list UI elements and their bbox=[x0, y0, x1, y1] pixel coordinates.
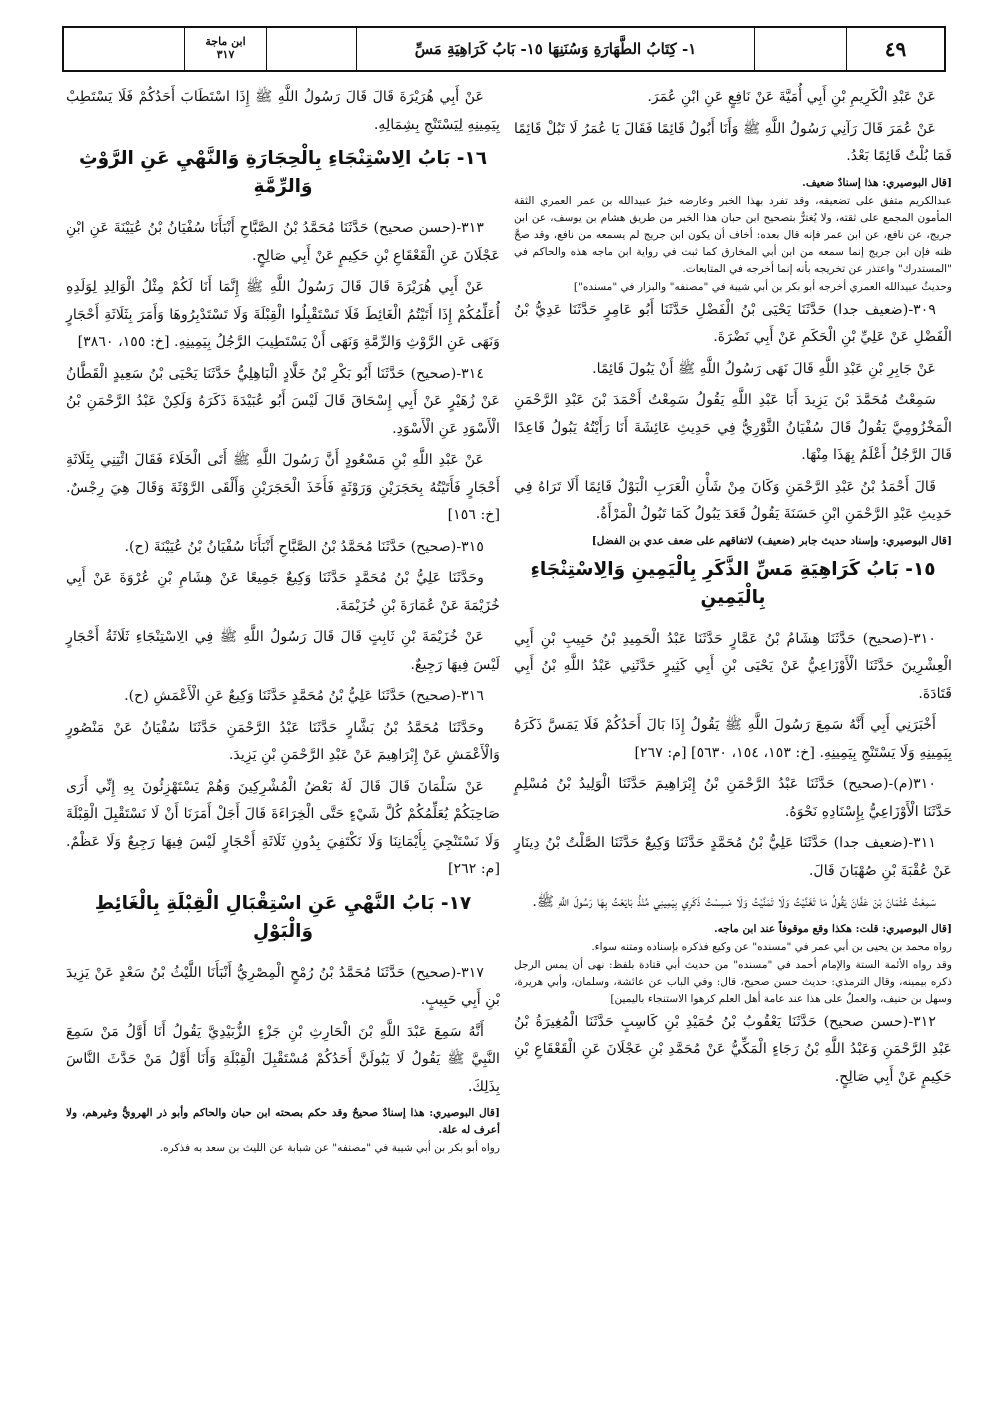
hadith-paragraph: ٣١٥-(صحيح) حَدَّثَنَا مُحَمَّدُ بْنُ الصَّبَّاحِ أَنْبَأَنَا سُفْيَانُ بْنُ عُيَيْنَةَ (ح). bbox=[124, 538, 484, 555]
commentary-note: [قال البوصيري: وإسناد حديث جابر (ضعيف) لاتفاقهم على ضعف عدي بن الفضل] bbox=[591, 534, 952, 547]
commentary-note: وحديثُ عبيدالله العمري أخرجه أبو بكر بن أبي شيبة في "مصنفه" والبزار في "مسنده"] bbox=[573, 280, 952, 293]
chapter-heading: ١٥- بَابُ كَرَاهِيَةِ مَسِّ الذَّكَرِ بِالْيَمِينِ وَالِاسْتِنْجَاءِ بِالْيَمِينِ bbox=[530, 558, 936, 608]
commentary-note: عبدالكريم متفق على تضعيفه، وقد تفرد بهذا الخبر وعارضه خبرُ عبيدالله بن عمر العمري الثقة المأمون المجمع على ثقته، ولا يُغترُّ بتصحيح ابن حبان هذا الخبر من طريق هشام بن يوسف، عن ابن جريج، عن نافع، عن ابن عمر فإنه قال بعده: أخاف أن يكون ابن جريج لم يسمعه من نافع، وقد صحَّ ظنه فإن ابن جريج إنما سمعه من ابن أبي المخارق كما ثبت في رواية ابن ماجه هذه والحاكم في "المستدرك" واعتذر عن تخريجه بأنه إنما أخرجه في المتابعات. bbox=[514, 194, 952, 275]
hadith-paragraph: عَنْ عُمَرَ قَالَ رَآنِي رَسُولُ اللَّهِ ﷺ وَأَنَا أَبُولُ قَائِمًا فَقَالَ يَا عُمَرُ لَا تَبُلْ قَائِمًا فَمَا بُلْتُ قَائِمًا بَعْدُ. bbox=[514, 120, 952, 164]
hadith-paragraph: ٣١٠-(صحيح) حَدَّثَنَا هِشَامُ بْنُ عَمَّارٍ حَدَّثَنَا عَبْدُ الْحَمِيدِ بْنُ حَبِيبِ بْنِ أَبِي الْعِشْرِينَ حَدَّثَنَا الْأَوْزَاعِيُّ عَنْ يَحْيَى بْنِ أَبِي كَثِيرٍ حَدَّثَنِي عَبْدُ اللَّهِ بْنُ أَبِي قَتَادَةَ. bbox=[514, 630, 952, 702]
hadith-paragraph: وحَدَّثَنَا مُحَمَّدُ بْنُ بَشَّارٍ حَدَّثَنَا عَبْدُ الرَّحْمَنِ حَدَّثَنَا سُفْيَانُ عَنْ مَنْصُورٍ وَالْأَعْمَشِ عَنْ إِبْرَاهِيمَ عَنْ عَبْدِ الرَّحْمَنِ بْنِ يَزِيدَ. bbox=[66, 719, 500, 763]
header-cell-empty bbox=[754, 28, 846, 70]
hadith-paragraph: سَمِعْتُ عُثْمَانَ بْنَ عَفَّانَ يَقُولُ مَا تَغَنَّيْتُ وَلَا تَمَنَّيْتُ وَلَا مَسِسْتُ ذَكَرِي بِيَمِينِي مُنْذُ بَايَعْتُ بِهَا رَسُولَ اللَّهِ ﷺ. bbox=[532, 894, 936, 910]
hadith-paragraph: عَنْ جَابِرِ بْنِ عَبْدِ اللَّهِ قَالَ نَهَى رَسُولُ اللَّهِ ﷺ أَنْ يَبُولَ قَائِمًا. bbox=[592, 360, 936, 377]
header-cell-empty bbox=[266, 28, 356, 70]
hadith-paragraph: عَنْ عَبْدِ اللَّهِ بْنِ مَسْعُودٍ أَنَّ رَسُولَ اللَّهِ ﷺ أَتَى الْخَلَاءَ فَقَالَ ائْتِنِي بِثَلَاثَةِ أَحْجَارٍ فَأَتَيْتُهُ بِحَجَرَيْنِ وَرَوْثَةٍ فَأَخَذَ الْحَجَرَيْنِ وَأَلْقَى الرَّوْثَةَ وَقَالَ هِيَ رِجْسٌ. [خ: ١٥٦] bbox=[66, 452, 500, 523]
commentary-note: [قال البوصيري: هذا إسنادٌ ضعيف. bbox=[802, 176, 952, 189]
hadith-paragraph: سَمِعْتُ مُحَمَّدَ بْنَ يَزِيدَ أَبَا عَبْدِ اللَّهِ يَقُولُ سَمِعْتُ أَحْمَدَ بْنَ عَبْدِ الرَّحْمَنِ الْمَخْزُومِيَّ يَقُولُ قَالَ سُفْيَانُ الثَّوْرِيُّ فِي حَدِيثِ عَائِشَةَ أَنَا رَأَيْتُهُ يَبُولُ قَاعِدًا قَالَ الرَّجُلُ أَعْلَمُ بِهَذَا مِنْهَا. bbox=[514, 392, 952, 463]
hadith-reference bbox=[184, 28, 266, 70]
hadith-paragraph: ٣١٧-(صحيح) حَدَّثَنَا مُحَمَّدُ بْنُ رُمْحٍ الْمِصْرِيُّ أَنْبَأَنَا اللَّيْثُ بْنُ سَعْدٍ عَنْ يَزِيدَ بْنِ أَبِي حَبِيبٍ. bbox=[66, 964, 500, 1008]
hadith-paragraph: ٣١١-(ضعيف جدا) حَدَّثَنَا عَلِيُّ بْنُ مُحَمَّدٍ حَدَّثَنَا وَكِيعٌ حَدَّثَنَا الصَّلْتُ بْنُ دِينَارٍ عَنْ عُقْبَةَ بْنِ صُهْبَانَ قَالَ. bbox=[514, 835, 952, 879]
hadith-paragraph: أَخْبَرَنِي أَبِي أَنَّهُ سَمِعَ رَسُولَ اللَّهِ ﷺ يَقُولُ إِذَا بَالَ أَحَدُكُمْ فَلَا يَمَسَّ ذَكَرَهُ بِيَمِينِهِ وَلَا يَسْتَنْجِ بِيَمِينِهِ. [خ: ١٥٣، ١٥٤، ٥٦٣٠] [م: ٢٦٧] bbox=[514, 717, 952, 761]
reference-number: ٣١٧ bbox=[216, 48, 235, 61]
running-title: ١- كِتَابُ الطَّهَارَةِ وَسُنَنِهَا ١٥- بَابُ كَرَاهِيَةِ مَسِّ bbox=[356, 28, 754, 70]
hadith-paragraph: قَالَ أَحْمَدُ بْنُ عَبْدِ الرَّحْمَنِ وَكَانَ مِنْ شَأْنِ الْعَرَبِ الْبَوْلُ قَائِمًا أَلَا تَرَاهُ فِي حَدِيثِ عَبْدِ الرَّحْمَنِ ابْنِ حَسَنَةَ يَقُولُ قَعَدَ يَبُولُ كَمَا تَبُولُ الْمَرْأَةُ. bbox=[514, 478, 952, 522]
hadith-paragraph: أَنَّهُ سَمِعَ عَبْدَ اللَّهِ بْنَ الْحَارِثِ بْنِ جَزْءٍ الزُّبَيْدِيَّ يَقُولُ أَنَا أَوَّلُ مَنْ سَمِعَ النَّبِيَّ ﷺ يَقُولُ لَا يَبُولَنَّ أَحَدُكُمْ مُسْتَقْبِلَ الْقِبْلَةِ وَأَنَا أَوَّلُ مَنْ حَدَّثَ النَّاسَ بِذَلِكَ. bbox=[66, 1023, 500, 1095]
hadith-paragraph: ٣١٤-(صحيح) حَدَّثَنَا أَبُو بَكْرِ بْنُ خَلَّادٍ الْبَاهِلِيُّ حَدَّثَنَا يَحْيَى بْنُ سَعِيدٍ الْقَطَّانُ عَنْ زُهَيْرٍ عَنْ أَبِي إِسْحَاقَ قَالَ لَيْسَ أَبُو عُبَيْدَةَ ذَكَرَهُ وَلَكِنْ عَبْدُ الرَّحْمَنِ بْنُ الْأَسْوَدِ عَنِ الْأَسْوَدِ. bbox=[66, 365, 500, 437]
page-number: ٤٩ bbox=[846, 28, 944, 70]
hadith-paragraph: عَنْ سَلْمَانَ قَالَ قَالَ لَهُ بَعْضُ الْمُشْرِكِينَ وَهُمْ يَسْتَهْزِئُونَ بِهِ إِنِّي أَرَى صَاحِبَكُمْ يُعَلِّمُكُمْ كُلَّ شَيْءٍ حَتَّى الْخِرَاءَةَ قَالَ أَجَلْ أَمَرَنَا أَنْ لَا نَسْتَقْبِلَ الْقِبْلَةَ وَلَا نَسْتَنْجِيَ بِأَيْمَانِنَا وَلَا نَكْتَفِيَ بِدُونِ ثَلَاثَةِ أَحْجَارٍ لَيْسَ فِيهَا رَجِيعٌ وَلَا عَظْمٌ. [م: ٢٦٢] bbox=[66, 778, 500, 877]
hadith-paragraph: ٣١٠(م)-(صحيح) حَدَّثَنَا عَبْدُ الرَّحْمَنِ بْنُ إِبْرَاهِيمَ حَدَّثَنَا الْوَلِيدُ بْنُ مُسْلِمٍ حَدَّثَنَا الْأَوْزَاعِيُّ بِإِسْنَادِهِ نَحْوَهُ. bbox=[514, 776, 952, 820]
hadith-paragraph: ٣٠٩-(ضعيف جدا) حَدَّثَنَا يَحْيَى بْنُ الْفَضْلِ حَدَّثَنَا أَبُو عَامِرٍ حَدَّثَنَا عَدِيُّ بْنُ الْفَضْلِ عَنْ عَلِيِّ بْنِ الْحَكَمِ عَنْ أَبِي نَضْرَةَ. bbox=[514, 301, 952, 345]
right-column bbox=[514, 84, 952, 1095]
chapter-heading: ١٧- بَابُ النَّهْيِ عَنِ اسْتِقْبَالِ الْقِبْلَةِ بِالْغَائِطِ وَالْبَوْلِ bbox=[94, 892, 472, 942]
commentary-note: وقد رواه الأئمة الستة والإمام أحمد في "مسنده" من حديث أبي قتادة بلفظ: نهى أن يمس الرجل ذكره بيمينه، وقال الترمذي: حديث حسن صحيح، قال: وفي الباب عن عائشة، وسلمان، وأبي هريرة، وسهل بن حنيف، والعملُ على هذا عند عامة أهل العلم كرهوا الاستنجاء باليمين] bbox=[514, 958, 952, 1005]
commentary-note: [قال البوصيري: قلت: هكذا وقع موقوفاً عند ابن ماجه. bbox=[713, 922, 952, 935]
left-column bbox=[66, 84, 500, 1158]
header-cell-empty bbox=[64, 28, 184, 70]
commentary-note: رواه أبو بكر بن أبي شيبة في "مصنفه" عن شبابة عن الليث بن سعد به فذكره. bbox=[159, 1142, 500, 1154]
commentary-note: [قال البوصيري: هذا إسنادٌ صحيحٌ وقد حكم بصحته ابن حبان والحاكم وأبو ذر الهرويُّ وغيرهم، ولا أعرف له علة. bbox=[66, 1107, 500, 1136]
hadith-paragraph: وحَدَّثَنَا عَلِيُّ بْنُ مُحَمَّدٍ حَدَّثَنَا وَكِيعٌ جَمِيعًا عَنْ هِشَامِ بْنِ عُرْوَةَ عَنْ أَبِي خُزَيْمَةَ عَنْ عُمَارَةَ بْنِ خُزَيْمَةَ. bbox=[66, 570, 500, 614]
page-header bbox=[62, 26, 946, 72]
hadith-paragraph: عَنْ أَبِي هُرَيْرَةَ قَالَ قَالَ رَسُولُ اللَّهِ ﷺ إِذَا اسْتَطَابَ أَحَدُكُمْ فَلَا يَسْتَطِبْ بِيَمِينِهِ لِيَسْتَنْجِ بِشِمَالِهِ. bbox=[66, 89, 500, 133]
chapter-heading: ١٦- بَابُ الِاسْتِنْجَاءِ بِالْحِجَارَةِ وَالنَّهْيِ عَنِ الرَّوْثِ وَالرِّمَّةِ bbox=[78, 148, 487, 197]
hadith-paragraph: ٣١٦-(صحيح) حَدَّثَنَا عَلِيُّ بْنُ مُحَمَّدٍ حَدَّثَنَا وَكِيعٌ عَنِ الْأَعْمَشِ (ح). bbox=[124, 688, 484, 704]
reference-book: ابن ماجة bbox=[205, 35, 246, 49]
commentary-note: رواه محمد بن يحيى بن أبي عمر في "مسنده" عن وكيع فذكره بإسناده ومتنه سواء. bbox=[591, 940, 952, 953]
hadith-paragraph: ٣١٢-(حسن صحيح) حَدَّثَنَا يَعْقُوبُ بْنُ حُمَيْدِ بْنِ كَاسِبٍ حَدَّثَنَا الْمُغِيرَةُ بْنُ عَبْدِ الرَّحْمَنِ وَعَبْدُ اللَّهِ بْنُ رَجَاءٍ الْمَكِّيُّ عَنْ مُحَمَّدِ بْنِ عَجْلَانَ عَنِ الْقَعْقَاعِ بْنِ حَكِيمٍ عَنْ أَبِي صَالِحٍ. bbox=[514, 1013, 952, 1085]
hadith-paragraph: عَنْ عَبْدِ الْكَرِيمِ بْنِ أَبِي أُمَيَّةَ عَنْ نَافِعٍ عَنِ ابْنِ عُمَرَ. bbox=[647, 89, 936, 105]
hadith-paragraph: ٣١٣-(حسن صحيح) حَدَّثَنَا مُحَمَّدُ بْنُ الصَّبَّاحِ أَنْبَأَنَا سُفْيَانُ بْنُ عُيَيْنَةَ عَنِ ابْنِ عَجْلَانَ عَنِ الْقَعْقَاعِ بْنِ حَكِيمٍ عَنْ أَبِي صَالِحٍ. bbox=[66, 220, 500, 264]
hadith-paragraph: عَنْ أَبِي هُرَيْرَةَ قَالَ قَالَ رَسُولُ اللَّهِ ﷺ إِنَّمَا أَنَا لَكُمْ مِثْلُ الْوَالِدِ لِوَلَدِهِ أُعَلِّمُكُمْ إِذَا أَتَيْتُمُ الْغَائِطَ فَلَا تَسْتَقْبِلُوا الْقِبْلَةَ وَلَا تَسْتَدْبِرُوهَا وَأَمَرَ بِثَلَاثَةِ أَحْجَارٍ وَنَهَى عَنِ الرَّوْثِ وَالرِّمَّةِ وَنَهَى أَنْ يَسْتَطِيبَ الرَّجُلُ بِيَمِينِهِ. [خ: ١٥٥، ٣٨٦٠] bbox=[66, 279, 500, 350]
hadith-paragraph: عَنْ خُزَيْمَةَ بْنِ ثَابِتٍ قَالَ قَالَ رَسُولُ اللَّهِ ﷺ فِي الِاسْتِنْجَاءِ ثَلَاثَةُ أَحْجَارٍ لَيْسَ فِيهَا رَجِيعٌ. bbox=[66, 629, 500, 673]
